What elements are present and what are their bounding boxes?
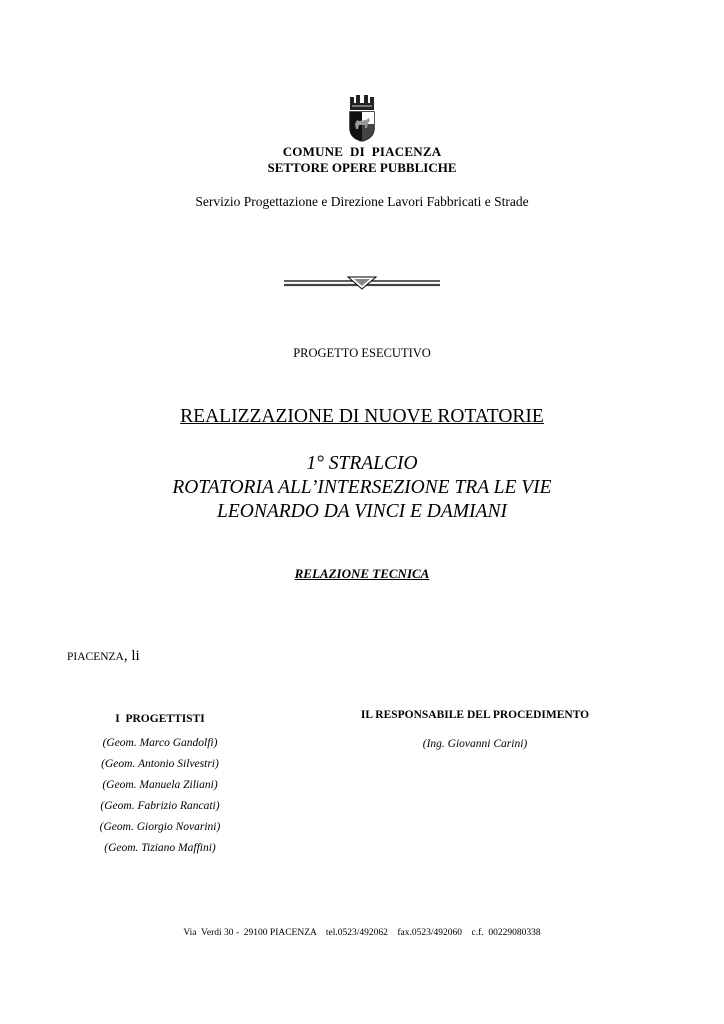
- place-city: PIACENZA: [67, 651, 124, 663]
- place-date: [67, 648, 140, 665]
- designer-name: (Geom. Manuela Ziliani): [102, 779, 218, 791]
- subtitle-line-2: ROTATORIA ALL’INTERSEZIONE TRA LE VIE: [172, 477, 552, 498]
- service-name: Servizio Progettazione e Direzione Lavori Fabbricati e Strade: [195, 194, 529, 209]
- document-type: RELAZIONE TECNICA: [294, 566, 430, 581]
- manager-name: (Ing. Giovanni Carini): [422, 738, 528, 750]
- piacenza-coat-of-arms-icon: [346, 94, 378, 142]
- designer-name: (Geom. Tiziano Maffini): [104, 842, 216, 854]
- footer-address: Via Verdi 30 - 29100 PIACENZA tel.0523/492062 fax.0523/492060 c.f. 00229080338: [183, 928, 541, 938]
- project-phase: PROGETTO ESECUTIVO: [293, 346, 431, 360]
- designer-name: (Geom. Antonio Silvestri): [101, 758, 219, 770]
- designer-name: (Geom. Fabrizio Rancati): [100, 800, 220, 812]
- subtitle-line-3: LEONARDO DA VINCI E DAMIANI: [217, 501, 507, 522]
- place-suffix: , li: [123, 648, 140, 664]
- municipality-name: COMUNE DI PIACENZA: [282, 144, 442, 159]
- ornamental-divider-icon: [284, 276, 440, 290]
- document-title: REALIZZAZIONE DI NUOVE ROTATORIE: [180, 406, 544, 427]
- sector-name: SETTORE OPERE PUBBLICHE: [267, 160, 457, 175]
- subtitle-line-1: 1° STRALCIO: [306, 453, 418, 474]
- manager-heading: IL RESPONSABILE DEL PROCEDIMENTO: [360, 709, 590, 721]
- designer-name: (Geom. Giorgio Novarini): [99, 821, 221, 833]
- designer-name: (Geom. Marco Gandolfi): [102, 737, 218, 749]
- designers-heading: I PROGETTISTI: [115, 713, 205, 725]
